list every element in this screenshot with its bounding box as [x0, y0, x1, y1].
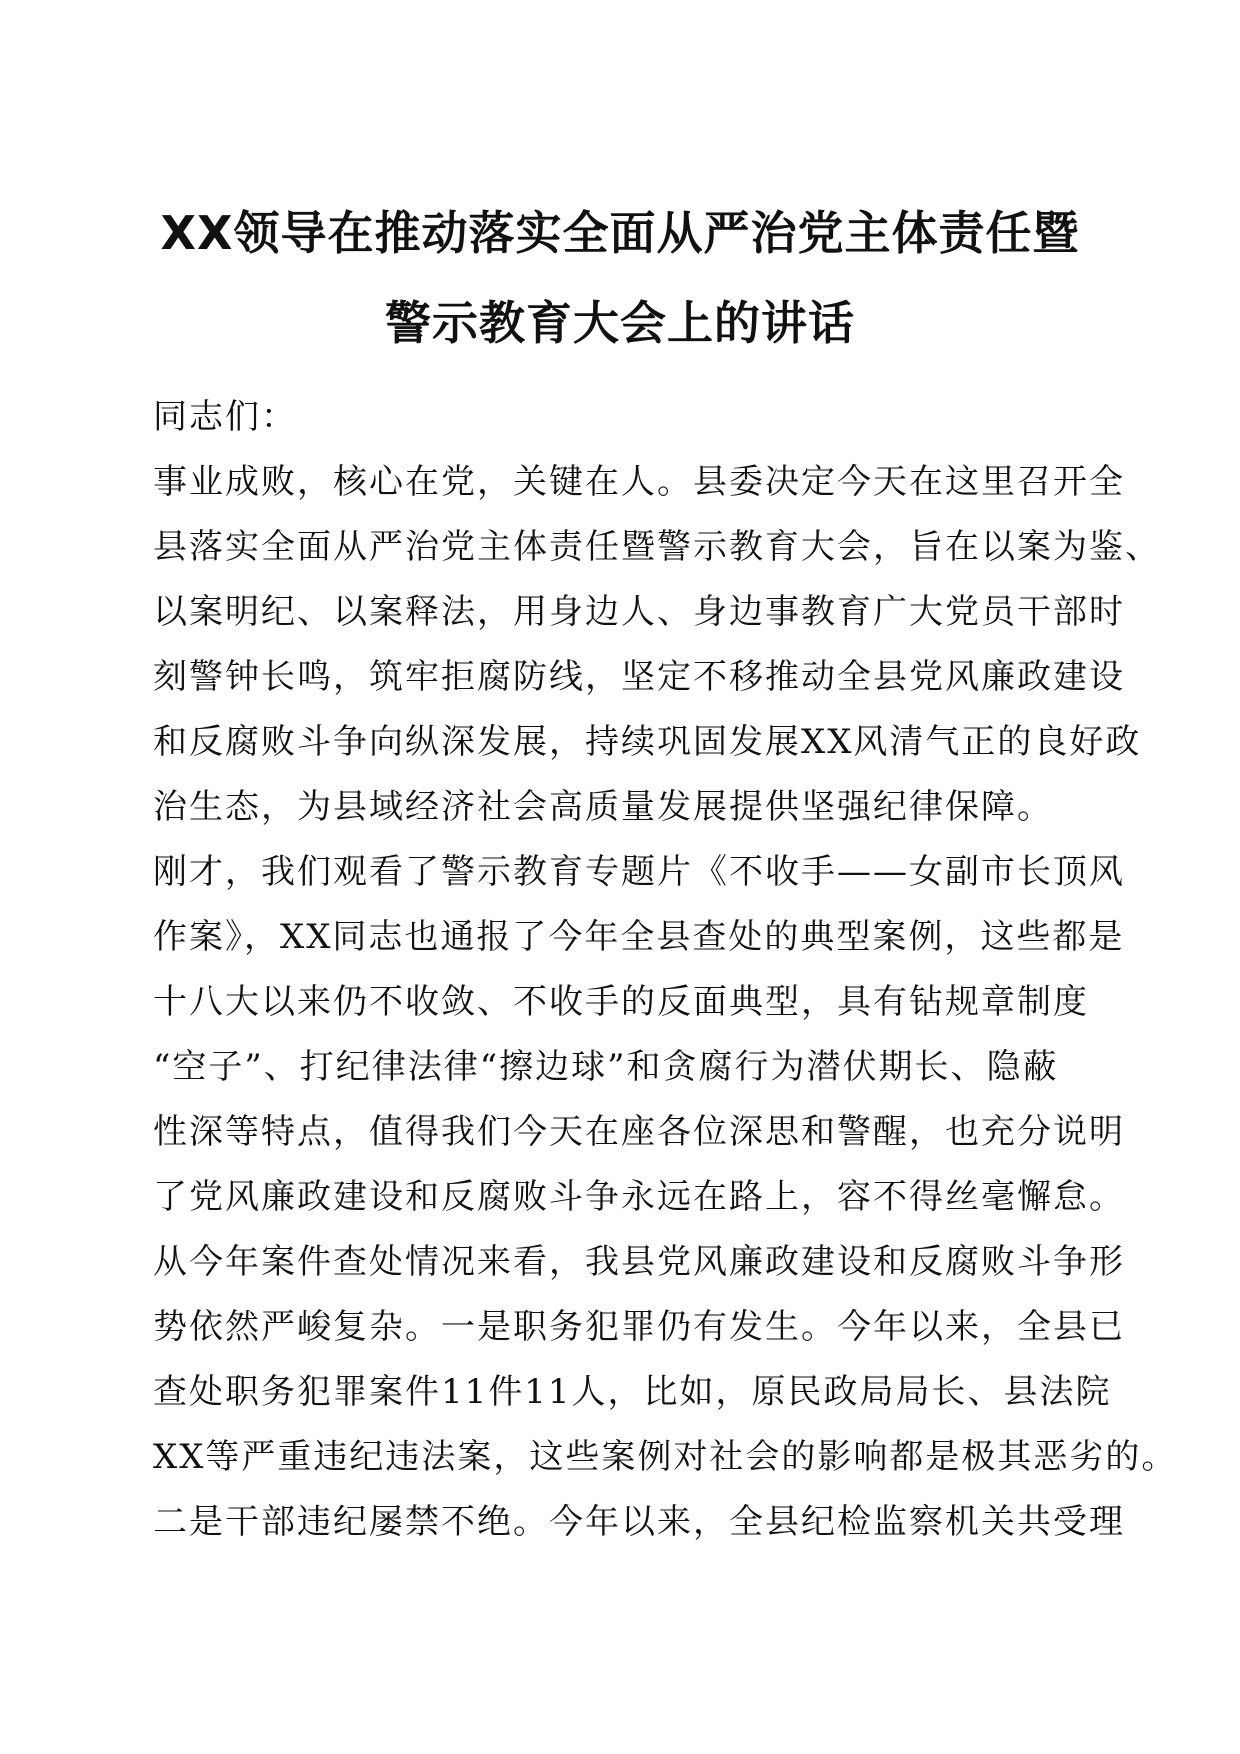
- body-line: 和反腐败斗争向纵深发展，持续巩固发展XX风清气正的良好政: [153, 722, 1142, 762]
- body-line: 刻警钟长鸣，筑牢拒腐防线，坚定不移推动全县党风廉政建设: [153, 657, 1125, 697]
- document-body: [153, 385, 1178, 1555]
- body-line: 从今年案件查处情况来看，我县党风廉政建设和反腐败斗争形: [153, 1242, 1125, 1282]
- body-line: 县落实全面从严治党主体责任暨警示教育大会，旨在以案为鉴、: [153, 527, 1161, 567]
- body-line: 性深等特点，值得我们今天在座各位深思和警醒，也充分说明: [153, 1112, 1125, 1152]
- document-title: [120, 188, 1120, 368]
- body-line: 二是干部违纪屡禁不绝。今年以来，全县纪检监察机关共受理: [153, 1502, 1125, 1542]
- body-line: 势依然严峻复杂。一是职务犯罪仍有发生。今年以来，全县已: [153, 1307, 1125, 1347]
- body-line: 作案》，XX同志也通报了今年全县查处的典型案例，这些都是: [153, 917, 1125, 957]
- salutation: 同志们：: [153, 397, 297, 437]
- body-line: 事业成败，核心在党，关键在人。县委决定今天在这里召开全: [153, 462, 1125, 502]
- body-line: 十八大以来仍不收敛、不收手的反面典型，具有钻规章制度: [153, 982, 1089, 1022]
- body-line: XX等严重违纪违法案，这些案例对社会的影响都是极其恶劣的。: [153, 1437, 1178, 1477]
- body-line: 治生态，为县域经济社会高质量发展提供坚强纪律保障。: [153, 787, 1053, 827]
- title-line: XX领导在推动落实全面从严治党主体责任暨: [160, 206, 1080, 260]
- body-line: “空子”、打纪律法律“擦边球”和贪腐行为潜伏期长、隐蔽: [153, 1047, 1059, 1087]
- title-line: 警示教育大会上的讲话: [385, 296, 855, 350]
- body-line: 了党风廉政建设和反腐败斗争永远在路上，容不得丝毫懈怠。: [153, 1177, 1125, 1217]
- body-line: 查处职务犯罪案件11件11人，比如，原民政局局长、县法院: [153, 1372, 1112, 1412]
- body-line: 刚才，我们观看了警示教育专题片《不收手——女副市长顶风: [153, 852, 1125, 892]
- body-line: 以案明纪、以案释法，用身边人、身边事教育广大党员干部时: [153, 592, 1125, 632]
